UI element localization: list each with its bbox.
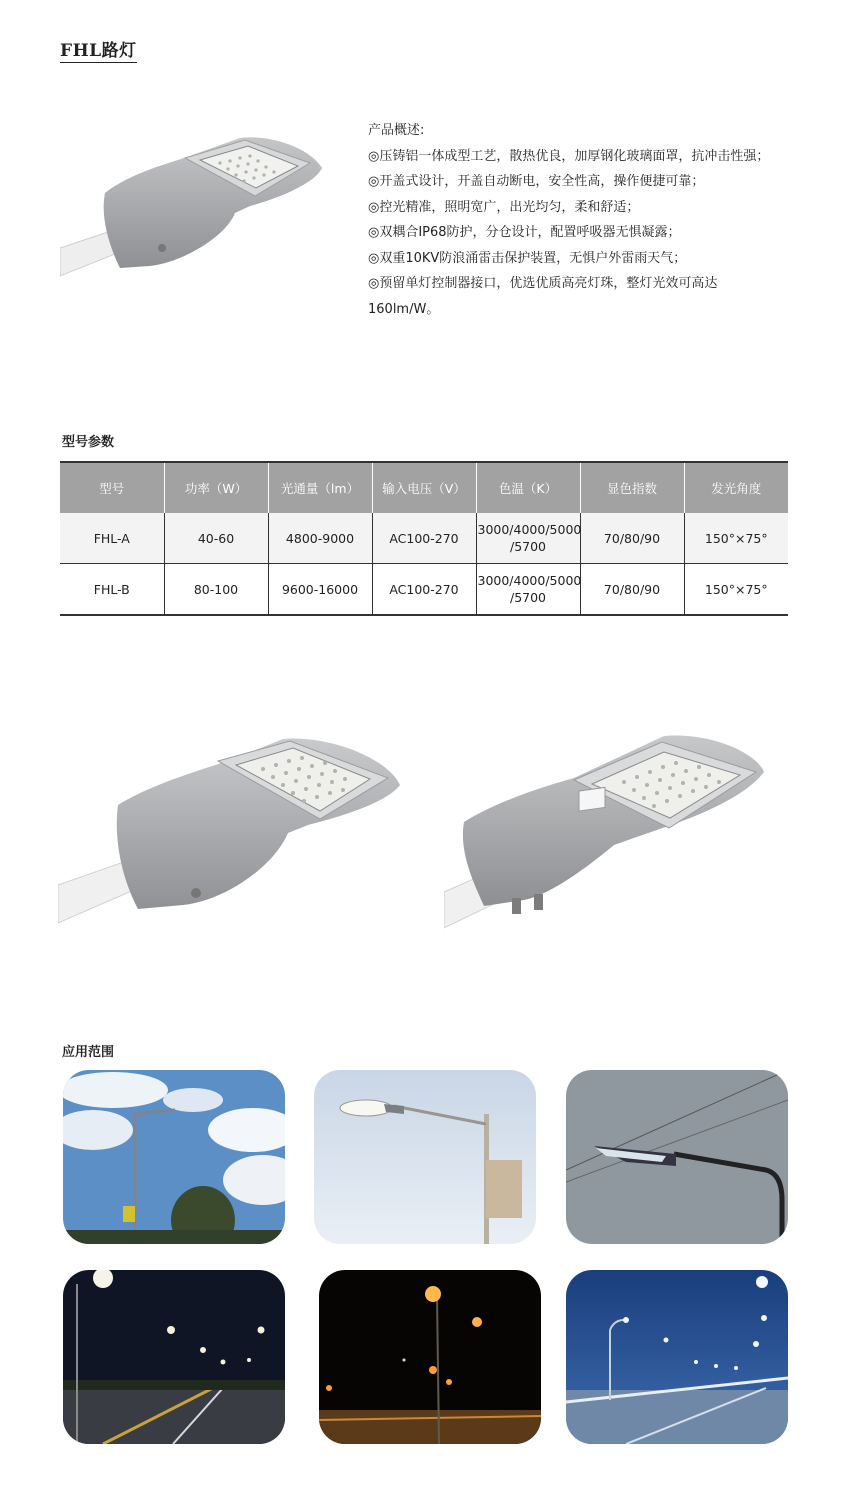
cell-voltage: AC100-270	[372, 564, 476, 616]
overview-point: ◎控光精准，照明宽广，出光均匀，柔和舒适；	[368, 199, 640, 215]
col-header: 发光角度	[684, 462, 788, 513]
overview-point: ◎开盖式设计，开盖自动断电，安全性高，操作便捷可靠；	[368, 174, 705, 189]
cct-line: /5700	[509, 590, 547, 605]
application-photo-night-highway	[63, 1270, 285, 1444]
cell-cri: 70/80/90	[580, 564, 684, 616]
cell-flux: 4800-9000	[268, 513, 372, 564]
cct-line: 3000/4000/5000	[477, 573, 582, 588]
page-title: FHL路灯	[60, 36, 137, 63]
overview-point: ◎预留单灯控制器接口，优选优质高亮灯珠，整灯光效可高达160lm/W。	[368, 276, 718, 317]
table-row	[60, 513, 788, 564]
overview-heading: 产品概述:	[368, 123, 425, 138]
application-photo-daytime-sky	[63, 1070, 285, 1244]
table-header-row	[60, 462, 788, 513]
cct-line: /5700	[509, 539, 547, 554]
cell-model: FHL-A	[60, 513, 164, 564]
application-photo-dusk-streetlight	[566, 1070, 788, 1244]
hero-lamp-image	[60, 128, 330, 280]
cell-angle: 150°×75°	[684, 564, 788, 616]
application-photo-blue-evening-road	[566, 1270, 788, 1444]
col-header: 功率（W）	[164, 462, 268, 513]
lamp-fhl-a-image	[58, 733, 402, 929]
overview-point: ◎双重10KV防浪涌雷击保护装置，无惧户外雷雨天气；	[368, 250, 687, 266]
product-overview	[368, 118, 788, 322]
application-photo-night-orange-lights	[319, 1270, 541, 1444]
table-row	[60, 564, 788, 616]
cell-flux: 9600-16000	[268, 564, 372, 616]
params-table	[60, 461, 788, 616]
params-heading: 型号参数	[62, 435, 115, 450]
col-header: 输入电压（V）	[372, 462, 476, 513]
cell-power: 40-60	[164, 513, 268, 564]
application-photo-streetlight-pole	[314, 1070, 536, 1244]
cct-line: 3000/4000/5000	[477, 522, 582, 537]
overview-point: ◎压铸铝一体成型工艺，散热优良，加厚钢化玻璃面罩，抗冲击性强；	[368, 148, 770, 164]
cell-model: FHL-B	[60, 564, 164, 616]
col-header: 色温（K）	[476, 462, 580, 513]
cell-cct	[476, 564, 580, 616]
cell-cri: 70/80/90	[580, 513, 684, 564]
cell-angle: 150°×75°	[684, 513, 788, 564]
col-header: 光通量（lm）	[268, 462, 372, 513]
lamp-fhl-b-image	[444, 730, 766, 930]
cell-power: 80-100	[164, 564, 268, 616]
overview-point: ◎双耦合IP68防护，分仓设计，配置呼吸器无惧凝露；	[368, 225, 681, 240]
col-header: 显色指数	[580, 462, 684, 513]
application-heading: 应用范围	[62, 1045, 115, 1060]
col-header: 型号	[60, 462, 164, 513]
cell-cct	[476, 513, 580, 564]
cell-voltage: AC100-270	[372, 513, 476, 564]
